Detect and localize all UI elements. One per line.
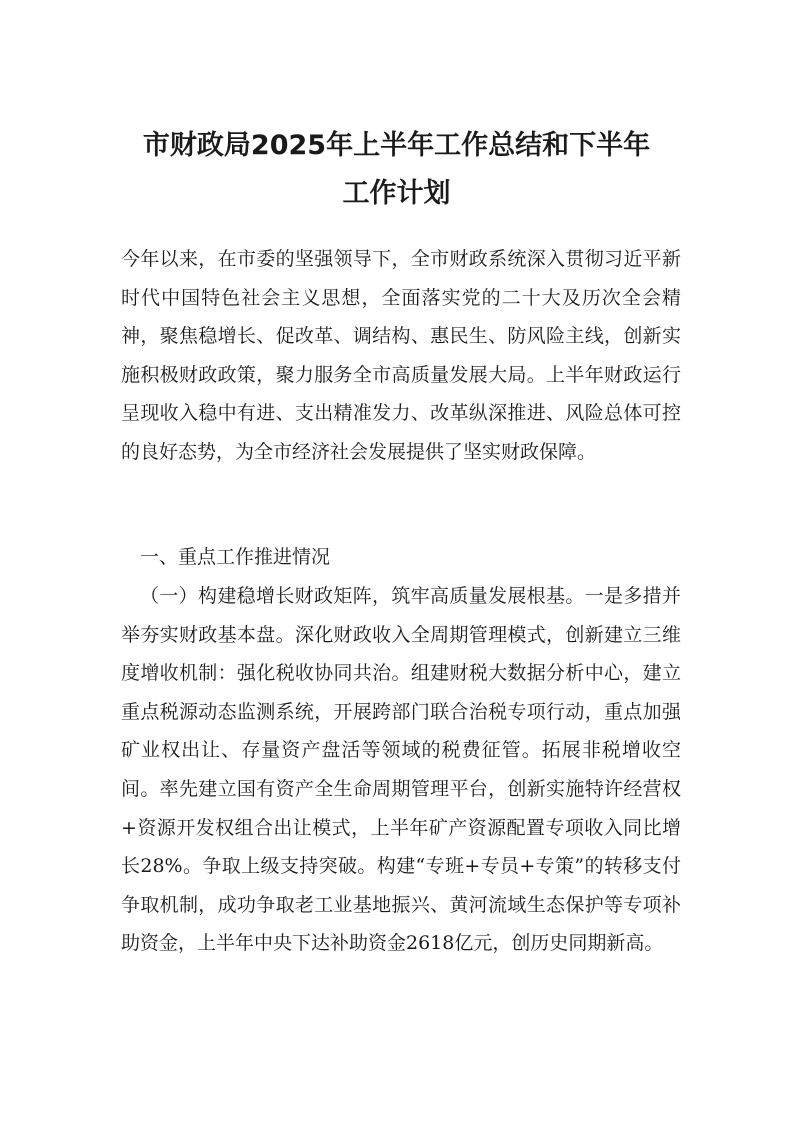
intro-paragraph: 今年以来，在市委的坚强领导下，全市财政系统深入贯彻习近平新时代中国特色社会主义思想，全面落实党的二十大及历次全会精神，聚焦稳增长、促改革、调结构、惠民生、防风险主线，创新实施积极财政政策，聚力服务全市高质量发展大局。上半年财政运行呈现收入稳中有进、支出精准发力、改革纵深推进、风险总体可控的良好态势，为全市经济社会发展提供了坚实财政保障。 — [121, 248, 681, 463]
document-title-line-1: 市财政局2025年上半年工作总结和下半年 — [142, 130, 651, 161]
section-paragraph: （一）构建稳增长财政矩阵，筑牢高质量发展根基。一是多措并举夯实财政基本盘。深化财政收入全周期管理模式，创新建立三维度增收机制：强化税收协同共治。组建财税大数据分析中心，建立重点税源动态监测系统，开展跨部门联合治税专项行动，重点加强矿业权出让、存量资产盘活等领域的税费征管。拓展非税增收空间。率先建立国有资产全生命周期管理平台，创新实施特许经营权+资源开发权组合出让模式，上半年矿产资源配置专项收入同比增长28%。争取上级支持突破。构建“专班+专员+专策”的转移支付争取机制，成功争取老工业基地振兴、黄河流域生态保护等专项补助资金，上半年中央下达补助资金2618亿元，创历史同期新高。 — [121, 585, 681, 955]
section-heading: 一、重点工作推进情况 — [140, 546, 331, 568]
document-title-line-2: 工作计划 — [342, 178, 451, 209]
